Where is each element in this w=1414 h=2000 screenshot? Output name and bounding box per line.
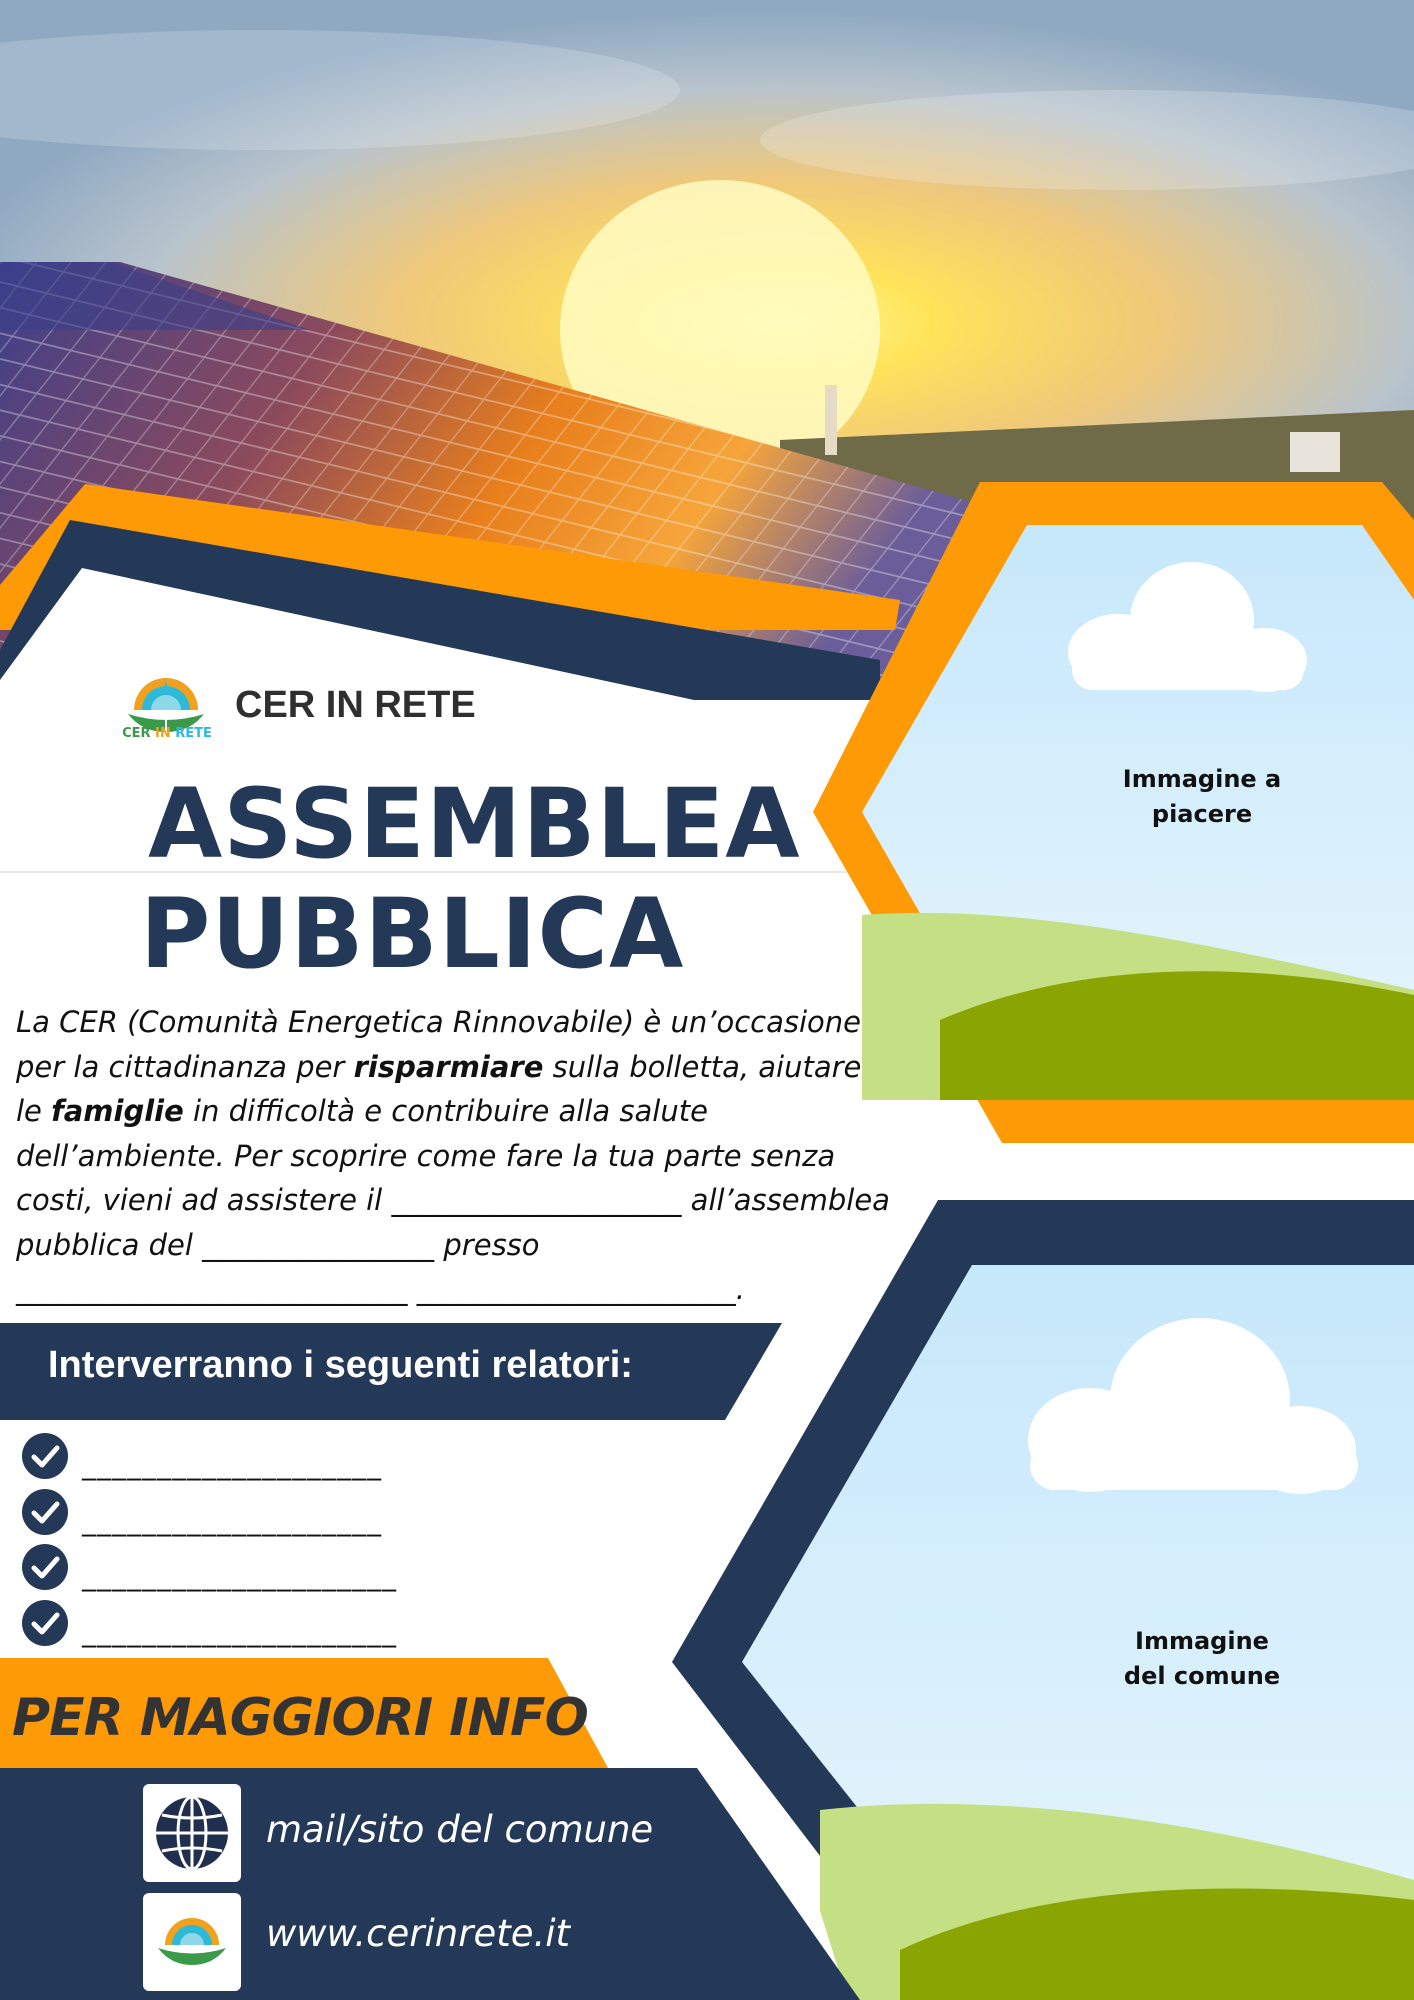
globe-icon [143,1784,241,1882]
cer-logo [120,676,212,746]
cer-logo-tile [143,1893,241,1991]
speaker-placeholder: ____________________ [82,1447,382,1481]
logo-text-in: IN [155,726,171,741]
page-title-line2: PUBBLICA [140,878,685,990]
speaker-item [22,1599,397,1647]
top-placeholder-line2: piacere [1151,800,1253,828]
intro-paragraph [16,1000,896,1312]
speaker-item [22,1488,382,1536]
logo-sun-icon [134,678,198,710]
speaker-item [22,1543,397,1591]
logo-text-cer: CER [122,726,151,741]
logo-text-rete: RETE [175,726,212,741]
speaker-item [22,1432,382,1480]
speakers-title: Interverranno i seguenti relatori: [48,1344,633,1386]
intro-text-1: La CER (Comunità Energetica Rinnovabile) è un’occasione per la cittadinanza per [16,1005,862,1084]
speaker-placeholder: ____________________ [82,1503,382,1537]
intro-text-3: in difficoltà e contribuire alla salute dell’ambiente. Per scoprire come fare la tua parte senza costi, vieni ad assistere il ____________________ all’assemblea pubblica del ________________ presso ___________________________ ______________________. [16,1094,890,1306]
contact-comune-text: mail/sito del comune [266,1808,654,1851]
top-placeholder-line1: Immagine a [1122,765,1282,793]
info-title: PER MAGGIORI INFO [12,1688,588,1748]
speaker-placeholder: _____________________ [82,1558,397,1592]
top-placeholder-label [1082,762,1322,832]
check-circle-icon [22,1433,68,1479]
globe-tile [143,1784,241,1882]
page-title-line1: ASSEMBLEA [148,768,801,880]
intro-text-2: sulla bolletta, aiutare le [16,1049,862,1128]
bottom-placeholder-line2: del comune [1123,1662,1281,1690]
check-circle-icon [22,1544,68,1590]
intro-bold-famiglie: famiglie [51,1094,184,1128]
bottom-placeholder-label [1082,1624,1322,1694]
speaker-placeholder: _____________________ [82,1614,397,1648]
check-circle-icon [22,1600,68,1646]
contact-website-link[interactable]: www.cerinrete.it [266,1912,571,1955]
intro-bold-risparmiare: risparmiare [353,1049,544,1084]
bottom-placeholder-line1: Immagine [1135,1627,1269,1655]
check-circle-icon [22,1489,68,1535]
cer-logo-icon [143,1893,241,1991]
brand-name: CER IN RETE [235,684,476,726]
